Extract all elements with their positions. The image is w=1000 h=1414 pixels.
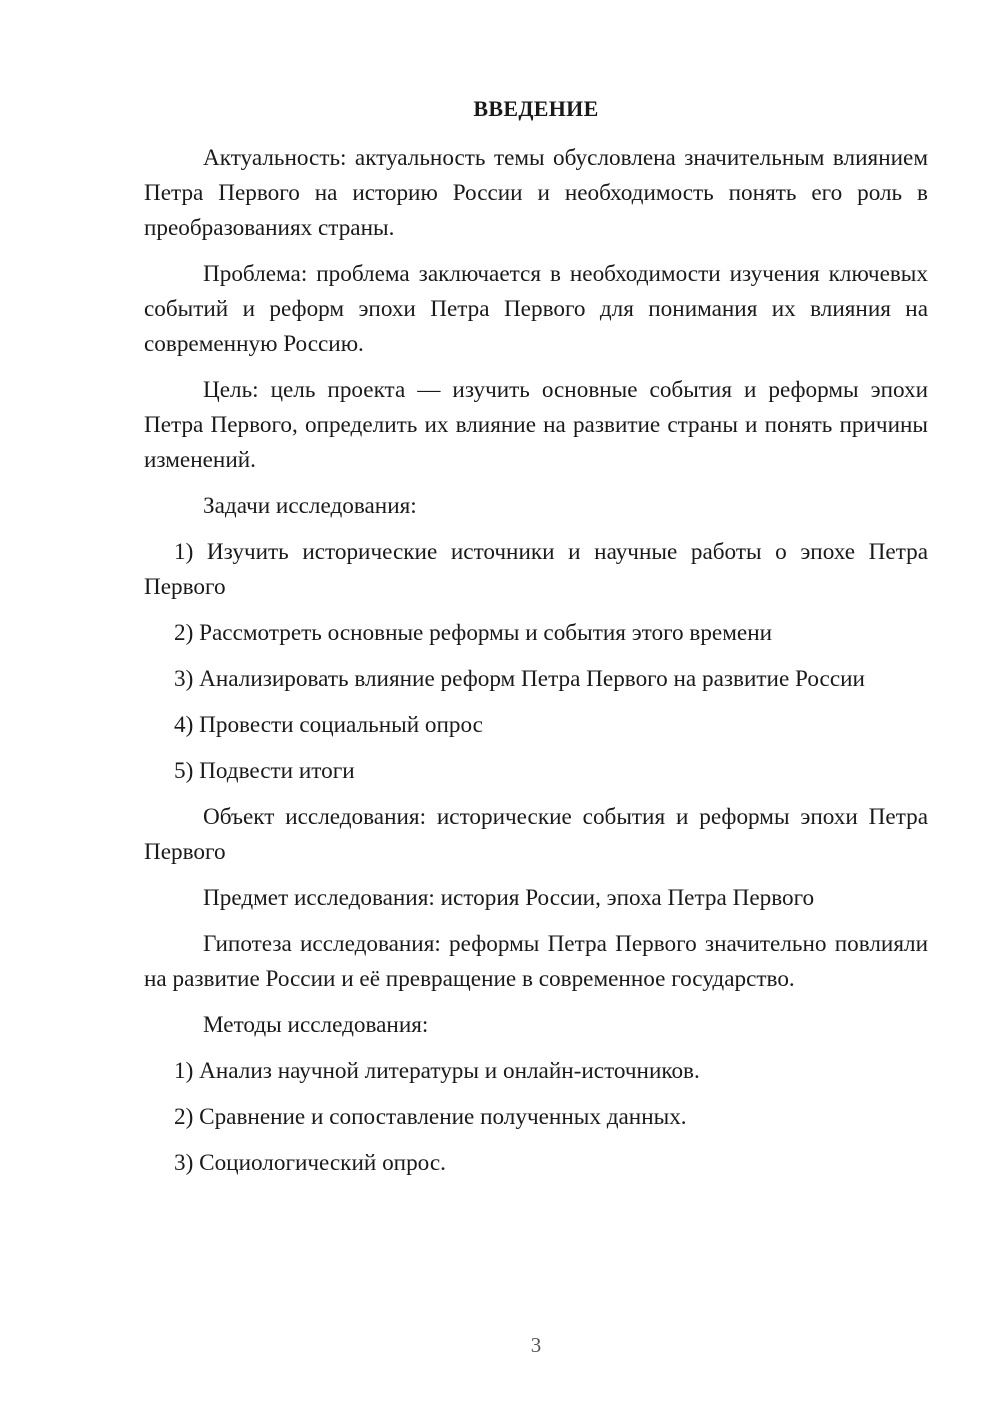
problem-paragraph: Проблема: проблема заключается в необходимости изучения ключевых событий и реформ эпохи Петра Первого для понимания их влияния на современную Россию.: [144, 261, 928, 357]
method-item: 3) Социологический опрос.: [174, 1150, 446, 1176]
task-item: 2) Рассмотреть основные реформы и события этого времени: [174, 620, 773, 646]
method-item: 2) Сравнение и сопоставление полученных данных.: [174, 1104, 687, 1130]
method-item: 1) Анализ научной литературы и онлайн-источников.: [174, 1058, 700, 1084]
methods-heading: Методы исследования:: [203, 1012, 429, 1038]
task-item: 3) Анализировать влияние реформ Петра Первого на развитие России: [174, 666, 865, 692]
task-item: 4) Провести социальный опрос: [174, 712, 483, 738]
object-paragraph: Объект исследования: исторические события и реформы эпохи Петра Первого: [144, 804, 928, 865]
relevance-paragraph: Актуальность: актуальность темы обусловлена значительным влиянием Петра Первого на историю России и необходимость понять его роль в преобразованиях страны.: [144, 145, 928, 241]
section-heading: ВВЕДЕНИЕ: [473, 96, 599, 121]
tasks-heading: Задачи исследования:: [203, 493, 417, 519]
task-item: 1) Изучить исторические источники и научные работы о эпохе Петра Первого: [144, 539, 928, 600]
subject-paragraph: Предмет исследования: история России, эпоха Петра Первого: [203, 885, 815, 911]
body-text: [144, 141, 928, 1192]
hypothesis-paragraph: Гипотеза исследования: реформы Петра Первого значительно повлияли на развитие России и её превращение в современное государство.: [144, 931, 928, 992]
task-item: 5) Подвести итоги: [174, 758, 355, 784]
goal-paragraph: Цель: цель проекта — изучить основные события и реформы эпохи Петра Первого, определить их влияние на развитие страны и понять причины изменений.: [144, 377, 928, 473]
page-number: 3: [530, 1333, 542, 1357]
